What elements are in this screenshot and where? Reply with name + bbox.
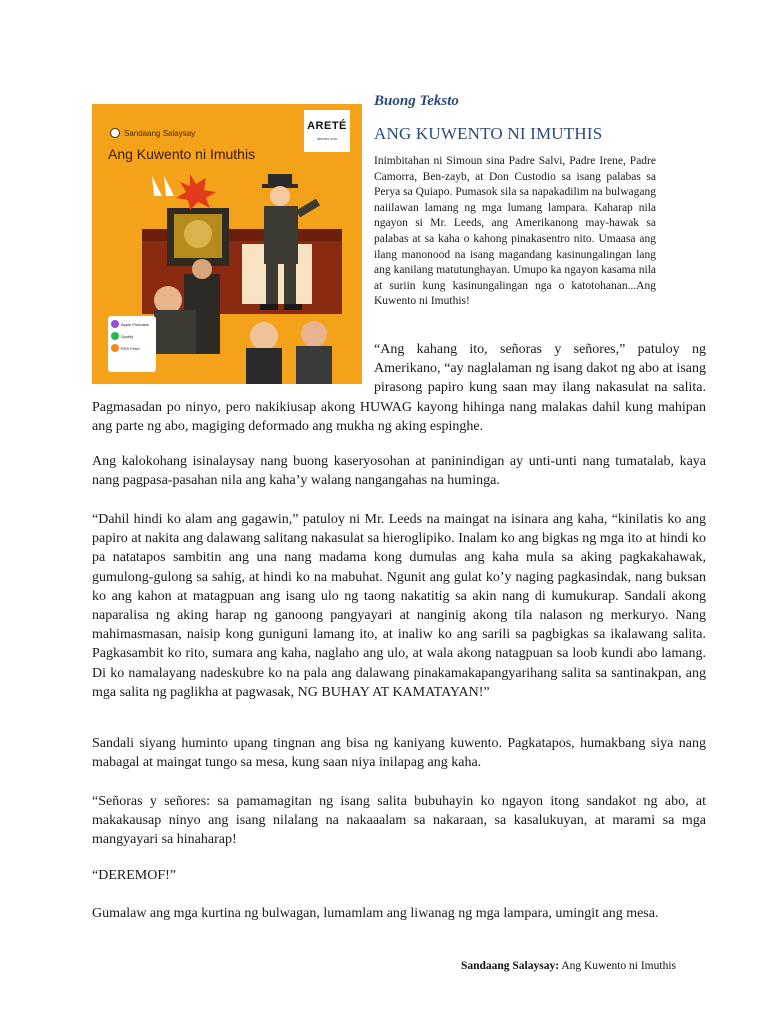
platform-spotify xyxy=(111,332,153,340)
spotify-icon xyxy=(111,332,119,340)
footer-series: Sandaang Salaysay: xyxy=(460,960,560,972)
platform-spotify-label: Spotify xyxy=(121,333,134,339)
intro-paragraph: Inimbitahan ni Simoun sina Padre Salvi, Padre Irene, Padre Camorra, Ben-zayb, at Don Custodio sa isang palabas sa Perya sa Quiapo. Pumasok sila sa napakadilim na bulwagang naiilawan lamang ng mga lumang lampara. Kaharap nila ngayon si Mr. Leeds, ang Amerikanong may-hawak sa palabas at sa kaha o kahong pinakasentro nito. Umaasa ang ilang manonood na isang magandang kasinungalingan lang ang kanilang matutunghayan. Umupo ka ngayon kasama nila at suriin kung kasinungalingan nga o katotohanan...Ang Kuwento ni Imuthis! xyxy=(374,155,656,308)
cover-title: Ang Kuwento ni Imuthis xyxy=(108,146,256,162)
paragraph-5: Sandali siyang huminto upang tingnan ang bisa ng kaniyang kuwento. Pagkatapos, humakbang siya nang mabagal at maingat tungo sa mesa, kung saan niya inilapag ang kaha. xyxy=(92,736,706,771)
arete-logo xyxy=(304,110,350,152)
apple-podcasts-icon xyxy=(111,320,119,328)
section-kicker: Buong Teksto xyxy=(374,93,459,109)
footer-title: Ang Kuwento ni Imuthis xyxy=(561,960,676,972)
paragraph-8: Gumalaw ang mga kurtina ng bulwagan, lumamlam ang liwanag ng mga lampara, umingit ang mesa. xyxy=(92,906,659,921)
arete-logo-sub: ateneo.edu xyxy=(316,136,338,141)
paragraph-3: Ang kalokohang isinalaysay nang buong kaseryosohan at paninindigan ay unti-unti nang tumatalab, kaya nang pagpasa-pasahan nila ang kaha’y walang nangangahas na huminga. xyxy=(92,454,706,489)
paragraph-6: “Señoras y señores: sa pamamagitan ng isang salita bubuhayin ko ngayon itong sandakot ng abo, at makakausap ninyo ang isang nilalang na nakaaalam sa nakaraan, sa kasalukuyan, at marami sa mga mangyayari sa hinaharap! xyxy=(92,794,706,848)
brand-logo-icon xyxy=(110,128,120,138)
page-title: ANG KUWENTO NI IMUTHIS xyxy=(374,124,603,143)
wrapped-paragraph-block xyxy=(92,340,706,436)
cover-brand xyxy=(110,128,195,138)
platform-rss-label: RSS Feed xyxy=(121,345,140,351)
arete-logo-name: ARETÉ xyxy=(307,120,347,132)
page-footer xyxy=(461,960,676,972)
float-spacer xyxy=(92,340,374,392)
cover-brand-label: Sandaang Salaysay xyxy=(124,128,196,138)
platform-apple-label: Apple Podcasts xyxy=(121,321,149,327)
paragraph-7: “DEREMOF!” xyxy=(92,868,176,883)
paragraph-2: “Ang kahang ito, señoras y señores,” patuloy ng Amerikano, “ay naglalaman ng isang dakot ng abo at isang pirasong papiro kung saan may ilang nakasulat na salita. Pagmasadan po ninyo, pero nakikiusap akong HUWAG kayong hihinga nang malakas dahil kung mahipan ang parte ng abo, magiging deformado ang mukha ng aking espinghe. xyxy=(92,342,706,434)
paragraph-4: “Dahil hindi ko alam ang gagawin,” patuloy ni Mr. Leeds na maingat na isinara ang kaha, “kinilatis ko ang papiro at nakita ang dalawang salitang nakasulat sa hieroglipiko. Inalam ko ang bigkas ng mga ito at hindi ko pa natatapos sambitin ang una nang madama kong dumulas ang kaha mula sa aking pagkakahawak, gumulong-gulong sa sahig, at hindi ko na mabuhat. Ngunit ang gulat ko’y naging pagkasindak, nang buksan ko ang kahon at matagpuan ang isang ulo ng taong nakatitig sa akin nang di kumukurap. Sandali akong naparalisa ng aking harap ng ganoong pangyayari at nanginig akong tila nalason ng merkuryo. Nang mahimasmasan, naisip kong guniguni lamang ito, at inaliw ko ang sarili sa pagbigkas sa ikalawang salita. Pagkasambit ko rito, sumara ang kaha, naglaho ang ulo, at wala akong natagpuan sa loob kundi abo lamang. Di ko namalayang nadeskubre ko na pala ang dalawang pinakamakapangyarihang salita sa santinakpan, ang mga salita ng paglikha at pagwasak, NG BUHAY AT KAMATAYAN!” xyxy=(92,512,706,700)
platform-apple xyxy=(111,320,153,328)
